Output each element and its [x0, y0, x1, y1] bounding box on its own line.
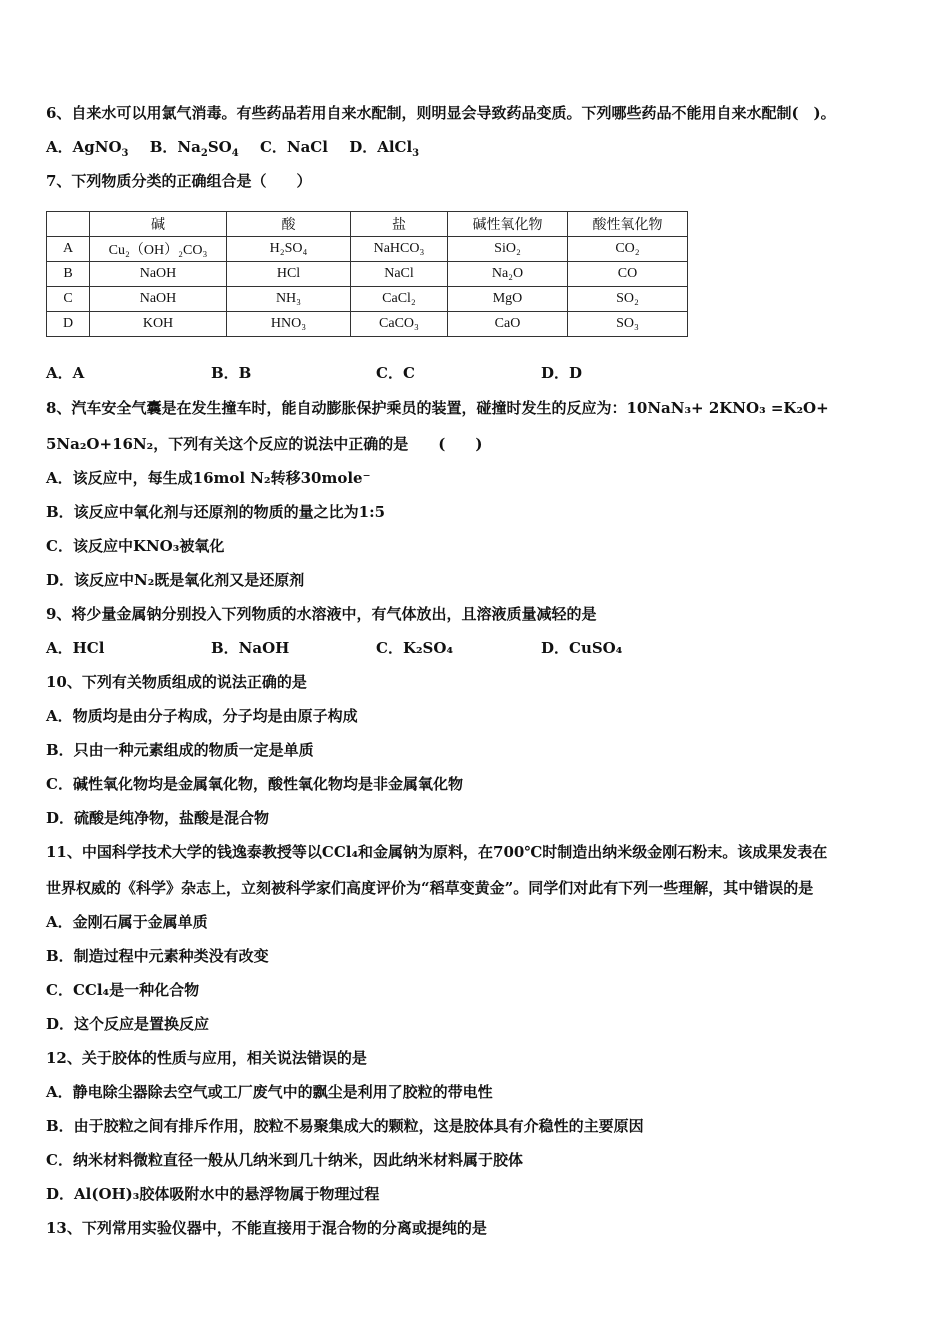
table-row: [47, 237, 688, 262]
table-cell: Na₂O: [448, 262, 568, 287]
q11-option-a: A．金刚石属于金属单质: [46, 913, 208, 931]
table-cell: CaCl₂: [351, 287, 448, 312]
table-header-cell: 盐: [351, 212, 448, 237]
table-cell: SO₂: [568, 287, 688, 312]
q11-stem-line2: 世界权威的《科学》杂志上，立刻被科学家们高度评价为“稻草变黄金”。同学们对此有下列一些理解，其中错误的是: [46, 879, 814, 897]
table-cell: H₂SO₄: [227, 237, 351, 262]
q8-option-b: B．该反应中氧化剂与还原剂的物质的量之比为1:5: [46, 503, 386, 521]
table-cell: CaCO₃: [351, 312, 448, 337]
table-cell: NH₃: [227, 287, 351, 312]
table-header-cell: 碱性氧化物: [448, 212, 568, 237]
table-cell: HCl: [227, 262, 351, 287]
table-cell: NaOH: [90, 287, 227, 312]
q9-option-d: D．CuSO₄: [541, 639, 623, 657]
table-header-cell: 酸: [227, 212, 351, 237]
q7-option-d: D．D: [541, 364, 583, 382]
table-cell: NaOH: [90, 262, 227, 287]
table-cell: A: [47, 237, 90, 262]
table-cell: MgO: [448, 287, 568, 312]
table-row: [47, 262, 688, 287]
q7-option-c: C．C: [376, 364, 415, 382]
table-header-cell: 碱: [90, 212, 227, 237]
q10-stem: 10、下列有关物质组成的说法正确的是: [46, 673, 307, 691]
q11-stem-line1: 11、中国科学技术大学的钱逸泰教授等以CCl₄和金属钠为原料，在700℃时制造出纳米级金刚石粉末。该成果发表在: [46, 843, 828, 861]
q9-option-b: B．NaOH: [211, 639, 290, 657]
classification-table: [46, 211, 688, 337]
table-cell: NaHCO₃: [351, 237, 448, 262]
table-header-row: [47, 212, 688, 237]
q7-options: [46, 363, 582, 383]
q8-stem-line2: 5Na₂O+16N₂，下列有关这个反应的说法中正确的是 ( ): [46, 435, 483, 453]
q8-option-c: C．该反应中KNO₃被氧化: [46, 537, 225, 555]
table-cell: CO: [568, 262, 688, 287]
table-cell: Cu₂（OH）₂CO₃: [90, 237, 227, 262]
q12-option-a: A．静电除尘器除去空气或工厂废气中的飘尘是利用了胶粒的带电性: [46, 1083, 493, 1101]
q10-option-a: A．物质均是由分子构成，分子均是由原子构成: [46, 707, 358, 725]
q6-option-d: D．AlCl$_3$: [349, 138, 420, 159]
table-cell: NaCl: [351, 262, 448, 287]
table-cell: SiO₂: [448, 237, 568, 262]
table-cell: D: [47, 312, 90, 337]
q7-option-a: A．A: [46, 364, 85, 382]
q11-option-c: C．CCl₄是一种化合物: [46, 981, 200, 999]
q7-option-b: B．B: [211, 364, 252, 382]
table-row: [47, 287, 688, 312]
q9-stem: 9、将少量金属钠分别投入下列物质的水溶液中，有气体放出，且溶液质量减轻的是: [46, 605, 597, 623]
q12-stem: 12、关于胶体的性质与应用，相关说法错误的是: [46, 1049, 367, 1067]
q10-option-b: B．只由一种元素组成的物质一定是单质: [46, 741, 314, 759]
q11-option-d: D．这个反应是置换反应: [46, 1015, 210, 1033]
q10-option-c: C．碱性氧化物均是金属氧化物，酸性氧化物均是非金属氧化物: [46, 775, 463, 793]
q6-option-b: B．$Na_2SO_4$: [149, 138, 239, 159]
q10-option-d: D．硫酸是纯净物，盐酸是混合物: [46, 809, 270, 827]
q6-option-a: A．AgNO$_3$: [46, 138, 129, 159]
q7-stem: 7、下列物质分类的正确组合是（ ）: [46, 172, 312, 190]
q8-stem-line1: 8、汽车安全气囊是在发生撞车时，能自动膨胀保护乘员的装置，碰撞时发生的反应为：10NaN₃+ 2KNO₃ =K₂O+: [46, 399, 829, 417]
q8-option-d: D．该反应中N₂既是氧化剂又是还原剂: [46, 571, 305, 589]
q9-option-c: C．K₂SO₄: [376, 639, 454, 657]
q6-stem: 6、自来水可以用氯气消毒。有些药品若用自来水配制，则明显会导致药品变质。下列哪些药品不能用自来水配制( )。: [46, 104, 836, 122]
q13-stem: 13、下列常用实验仪器中，不能直接用于混合物的分离或提纯的是: [46, 1219, 487, 1237]
q12-option-c: C．纳米材料微粒直径一般从几纳米到几十纳米，因此纳米材料属于胶体: [46, 1151, 523, 1169]
q9-option-a: A．HCl: [46, 639, 105, 657]
table-cell: KOH: [90, 312, 227, 337]
q12-option-d: D．Al(OH)₃胶体吸附水中的悬浮物属于物理过程: [46, 1185, 380, 1203]
table-cell: HNO₃: [227, 312, 351, 337]
table-cell: SO₃: [568, 312, 688, 337]
table-header-cell: 酸性氧化物: [568, 212, 688, 237]
q8-option-a: A．该反应中，每生成16mol N₂转移30mole⁻: [46, 469, 371, 487]
q9-options: [46, 638, 622, 658]
table-cell: CaO: [448, 312, 568, 337]
table-cell: B: [47, 262, 90, 287]
table-header-cell: [47, 212, 90, 237]
table-row: [47, 312, 688, 337]
table-cell: C: [47, 287, 90, 312]
q6-option-c: C．NaCl: [259, 138, 328, 156]
q6-options: [46, 137, 419, 157]
table-cell: CO₂: [568, 237, 688, 262]
q11-option-b: B．制造过程中元素种类没有改变: [46, 947, 269, 965]
q12-option-b: B．由于胶粒之间有排斥作用，胶粒不易聚集成大的颗粒，这是胶体具有介稳性的主要原因: [46, 1117, 644, 1135]
